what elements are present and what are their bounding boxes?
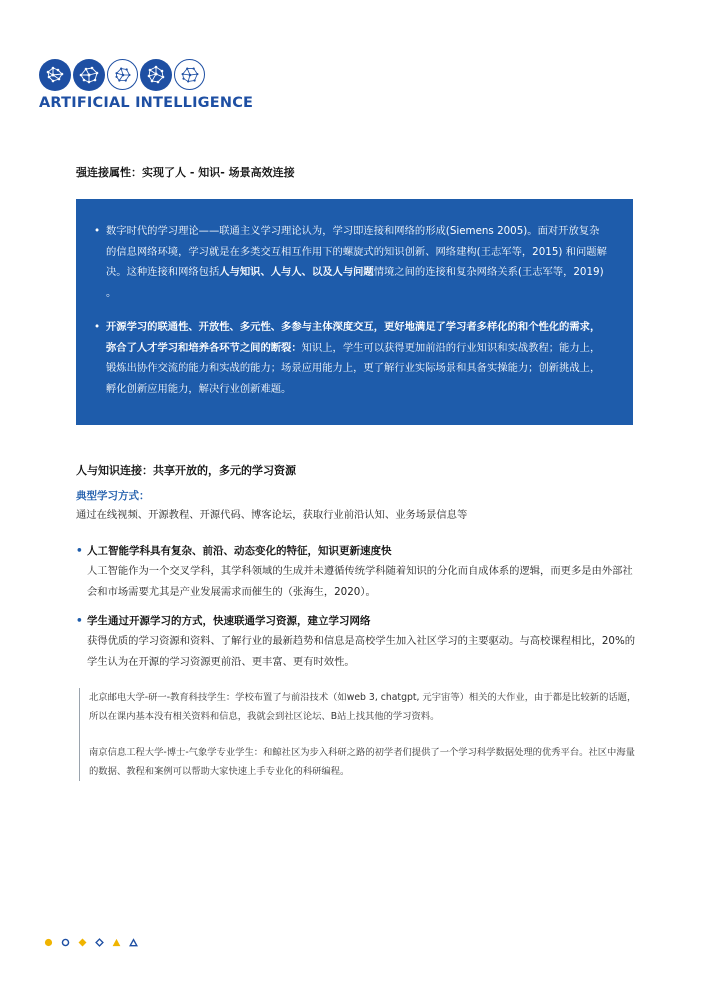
key-point-heading: [76, 612, 636, 630]
network-brain-icon: [140, 59, 172, 91]
box-paragraph: [94, 221, 607, 303]
logo-title: ARTIFICIAL INTELLIGENCE: [39, 95, 254, 111]
key-point-body: 人工智能作为一个交叉学科，其学科领域的生成并未遵循传统学科随着知识的分化而自成体系的逻辑，而更多是由外部社会和市场需要尤其是产业发展需求而催生的（张海生，2020）。: [87, 565, 633, 598]
paragraph-bold-text: 人与知识、人与人、以及人与问题: [219, 266, 374, 278]
diamond-filled-icon: [78, 938, 87, 947]
paragraph-text: 知识上，学生可以获得更加前沿的行业知识和实战教程；能力上，锻炼出协作交流的能力和实战的能力；场景应用能力上，更了解行业实际场景和具备实操能力；创新挑战上，孵化创新应用能力，解决行业创新难题。: [106, 341, 601, 395]
footer-marks: [44, 938, 138, 947]
network-brain-icon: [73, 59, 105, 91]
paragraph-text: 数字时代的学习理论——联通主义学习理论认为，学习即连接和网络的形成(Siemens 2005)。面对开放复杂的信息网络环境，学习就是在多类交互相互作用下的螺旋式的知识创新、网络建构(王志军等，2015) 和问题解决。这种连接和网络包括: [106, 225, 607, 278]
paragraph-bold-text: 开源学习的联通性、开放性、多元性、多参与主体深度交互，更好地满足了学习者多样化的和个性化的需求，弥合了人才学习和培养各环节之间的断裂：: [106, 321, 601, 354]
key-point: [76, 612, 636, 672]
typical-learning-label: 典型学习方式：: [76, 490, 150, 502]
triangle-outline-icon: [129, 938, 138, 947]
network-brain-icon: [107, 59, 138, 90]
triangle-filled-icon: [112, 938, 121, 947]
bullet-icon: •: [94, 321, 101, 333]
network-brain-icon: [39, 59, 71, 91]
student-quote: 北京邮电大学-研一-教育科技学生：学校布置了与前沿技术（如web 3, chatgpt, 元宇宙等）相关的大作业，由于都是比较新的话题，所以在课内基本没有相关资料和信息，我就会到社区论坛、B站上找其他的学习资料。: [89, 692, 637, 722]
key-point-heading-text: 学生通过开源学习的方式，快速联通学习资源，建立学习网络: [87, 615, 371, 627]
circle-outline-icon: [61, 938, 70, 947]
key-point-heading-text: 人工智能学科具有复杂、前沿、动态变化的特征，知识更新速度快: [87, 545, 392, 557]
diamond-outline-icon: [95, 938, 104, 947]
section-title-strong-connection: 强连接属性：实现了人 - 知识- 场景高效连接: [76, 166, 295, 179]
paragraph-text: 情境之间的连接和复杂网络关系(王志军等，2019) 。: [106, 266, 604, 299]
key-point-body: 获得优质的学习资源和资料、了解行业的最新趋势和信息是高校学生加入社区学习的主要驱动。与高校课程相比，20%的学生认为在开源的学习资源更前沿、更丰富、更有时效性。: [87, 635, 636, 668]
bullet-icon: •: [94, 225, 101, 237]
logo-icon-row: [39, 59, 205, 91]
key-point: [76, 542, 636, 602]
section-title-knowledge-connection: 人与知识连接：共享开放的，多元的学习资源: [76, 464, 296, 477]
typical-learning-text: 通过在线视频、开源教程、开源代码、博客论坛，获取行业前沿认知、业务场景信息等: [76, 509, 468, 521]
student-quote: 南京信息工程大学-博士-气象学专业学生：和鲸社区为步入科研之路的初学者们提供了一个学习科学数据处理的优秀平台。社区中海量的数据、教程和案例可以帮助大家快速上手专业化的科研编程。: [89, 747, 635, 777]
key-point-heading: [76, 542, 636, 560]
circle-filled-icon: [44, 938, 53, 947]
student-quotes: [79, 688, 637, 781]
bullet-icon: •: [76, 615, 83, 627]
highlight-box: [76, 199, 633, 425]
bullet-icon: •: [76, 545, 83, 557]
network-brain-icon: [174, 59, 205, 90]
box-paragraph: [94, 317, 607, 399]
